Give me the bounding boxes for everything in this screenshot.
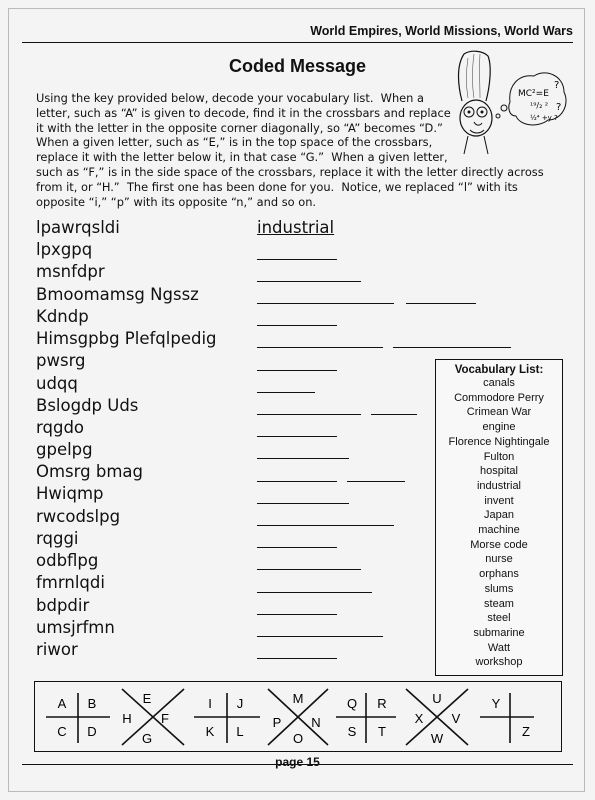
coded-word: msnfdpr xyxy=(36,262,105,281)
vocabulary-item: invent xyxy=(484,494,514,507)
key-letter: H xyxy=(122,711,132,726)
cartoon-formula-2: ¹⁹/₂ ² xyxy=(530,101,549,110)
key-letter: L xyxy=(236,724,244,739)
answer-blank[interactable] xyxy=(257,614,337,615)
key-letter: N xyxy=(311,715,321,730)
vocabulary-item: steel xyxy=(487,612,511,625)
cipher-key-diagram xyxy=(34,681,562,752)
vocabulary-item: orphans xyxy=(479,568,519,581)
cartoon-question-2: ? xyxy=(556,102,562,113)
key-letter: I xyxy=(208,696,212,711)
key-letter: R xyxy=(377,696,387,711)
book-title: World Empires, World Missions, World Wars xyxy=(310,24,573,38)
answer-blank[interactable] xyxy=(371,414,417,415)
coded-word: odbflpg xyxy=(36,551,99,570)
vocabulary-item: Crimean War xyxy=(466,406,532,419)
vocabulary-list xyxy=(435,359,563,676)
answer-blank[interactable] xyxy=(257,658,337,659)
vocabulary-item: submarine xyxy=(473,626,525,639)
vocabulary-item: slums xyxy=(484,582,514,595)
key-letter: C xyxy=(57,724,67,739)
key-letter: T xyxy=(378,724,386,739)
coded-word: rwcodslpg xyxy=(36,507,121,526)
answer-blank[interactable] xyxy=(257,547,337,548)
instruction-line: letter, such as “A” is given to decode, find it in the crossbars and replace xyxy=(36,105,451,120)
answer-blank[interactable] xyxy=(406,303,476,304)
coded-word: Omsrg bmag xyxy=(36,462,144,481)
answer-blank[interactable] xyxy=(257,458,349,459)
coded-word: lpawrqsldi xyxy=(36,218,120,237)
answer-blank[interactable] xyxy=(257,569,361,570)
answer-blank[interactable] xyxy=(257,325,337,326)
footer-rule xyxy=(22,764,573,765)
instruction-line: opposite “i,” “p” with its opposite “n,” and so on. xyxy=(36,194,317,209)
coded-word: rqggi xyxy=(36,529,79,548)
answer-blank[interactable] xyxy=(257,481,337,482)
page-number: page 15 xyxy=(275,755,320,769)
coded-word: fmrnlqdi xyxy=(36,573,105,592)
header-rule xyxy=(22,42,573,43)
key-letter: S xyxy=(347,724,357,739)
vocabulary-title: Vocabulary List: xyxy=(454,364,544,376)
cartoon-formula-1: MC²=E xyxy=(518,89,549,99)
coded-word: bdpdir xyxy=(36,596,90,615)
coded-word: riwor xyxy=(36,640,78,659)
answer-blank[interactable] xyxy=(257,303,394,304)
key-letter: B xyxy=(87,696,97,711)
instruction-line: it with the letter in the opposite corner diagonally, so “A” becomes “D.” xyxy=(36,120,443,135)
answer-blank[interactable] xyxy=(257,414,361,415)
answer-blank[interactable] xyxy=(257,347,383,348)
key-letter: F xyxy=(161,711,169,726)
answer-blank[interactable] xyxy=(257,503,349,504)
key-letter: O xyxy=(292,731,304,746)
vocabulary-item: industrial xyxy=(476,479,522,492)
answer-blank[interactable] xyxy=(257,436,337,437)
coded-word: Himsgpbg Plefqlpedig xyxy=(36,329,217,348)
key-letter: E xyxy=(142,691,152,706)
instruction-line: Using the key provided below, decode your vocabulary list. When a xyxy=(36,91,424,105)
cartoon-formula-3: ½⁴ +y ? xyxy=(530,114,558,122)
key-letter: K xyxy=(205,724,215,739)
key-letter: Z xyxy=(522,724,530,739)
key-letter: J xyxy=(236,696,244,711)
key-letter: M xyxy=(292,691,304,706)
coded-word: pwsrg xyxy=(36,351,86,370)
vocabulary-item: machine xyxy=(478,524,520,537)
vocabulary-item: Florence Nightingale xyxy=(448,435,550,448)
key-letter: P xyxy=(272,715,282,730)
key-letter: V xyxy=(451,711,461,726)
instruction-line: When a given letter, such as “E,” is in the top space of the crossbars, xyxy=(36,135,433,150)
vocabulary-item: nurse xyxy=(485,553,513,566)
example-answer: industrial xyxy=(257,218,335,237)
cartoon-question-1: ? xyxy=(554,80,560,91)
answer-blank[interactable] xyxy=(257,525,394,526)
vocabulary-item: Japan xyxy=(484,509,514,522)
vocabulary-item: workshop xyxy=(475,656,523,669)
answer-blank[interactable] xyxy=(257,636,383,637)
vocabulary-item: Commodore Perry xyxy=(454,391,544,404)
vocabulary-item: Watt xyxy=(487,641,511,654)
key-letter: D xyxy=(87,724,97,739)
page-title: Coded Message xyxy=(228,56,367,76)
answer-blank[interactable] xyxy=(257,392,315,393)
vocabulary-item: Morse code xyxy=(470,538,528,551)
coded-word: Kdndp xyxy=(36,307,89,326)
vocabulary-item: steam xyxy=(484,597,514,610)
answer-blank[interactable] xyxy=(257,592,372,593)
key-letter: W xyxy=(430,731,444,746)
vocabulary-item: hospital xyxy=(480,465,518,478)
coded-word: rqgdo xyxy=(36,418,85,437)
answer-blank[interactable] xyxy=(347,481,405,482)
thinking-person-illustration xyxy=(446,46,571,156)
instruction-line: from it, or “H.” The first one has been done for you. Notice, we replaced “l” with its xyxy=(36,179,518,194)
vocabulary-item: canals xyxy=(483,377,515,389)
coded-word: lpxgpq xyxy=(36,240,93,259)
instruction-line: replace it with the letter below it, in that case “G.” When a given letter, xyxy=(36,150,448,165)
coded-word: Hwiqmp xyxy=(36,484,104,503)
coded-word: Bmoomamsg Ngssz xyxy=(36,285,199,304)
answer-blank[interactable] xyxy=(257,370,337,371)
key-letter: X xyxy=(414,711,424,726)
coded-word: udqq xyxy=(36,374,78,393)
coded-word: gpelpg xyxy=(36,440,93,459)
key-letter: A xyxy=(57,696,67,711)
coded-word: umsjrfmn xyxy=(36,618,115,637)
coded-word: Bslogdp Uds xyxy=(36,396,139,415)
answer-blank[interactable] xyxy=(257,259,337,260)
vocabulary-item: Fulton xyxy=(483,450,515,463)
key-letter: Y xyxy=(491,696,501,711)
key-letter: Q xyxy=(346,696,358,711)
key-letter: G xyxy=(141,731,153,746)
key-letter: U xyxy=(432,691,442,706)
instruction-line: such as “F,” is in the side space of the crossbars, replace it with the letter directly across xyxy=(36,164,544,179)
vocabulary-item: engine xyxy=(482,421,516,434)
answer-blank[interactable] xyxy=(257,281,361,282)
answer-blank[interactable] xyxy=(393,347,511,348)
